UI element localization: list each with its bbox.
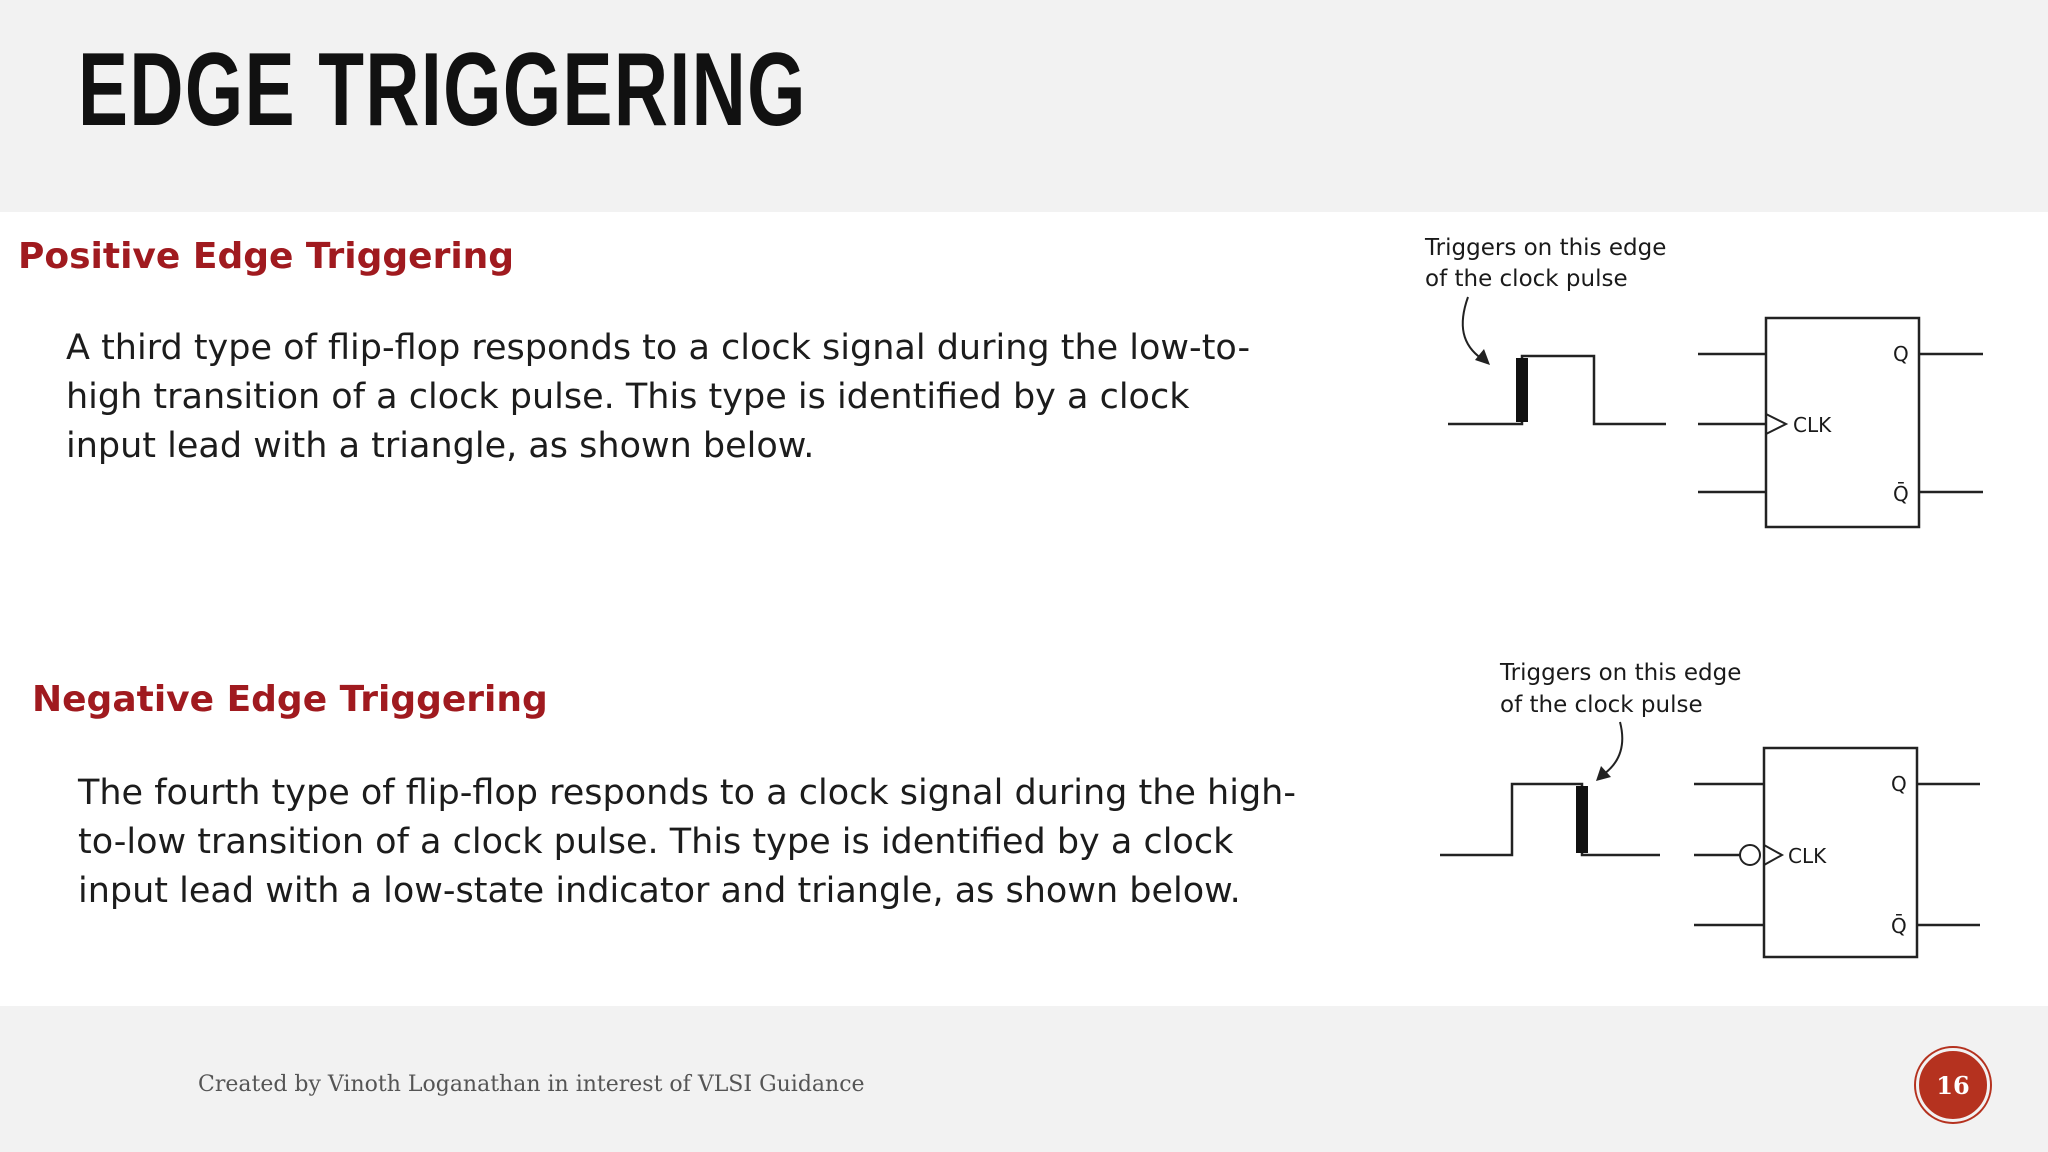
positive-annotation-line-2: of the clock pulse	[1425, 266, 1628, 292]
positive-body-line: input lead with a triangle, as shown below.	[66, 426, 815, 466]
arrow-head-icon	[1596, 766, 1611, 781]
negative-body-line: The fourth type of flip-flop responds to a clock signal during the high-	[78, 773, 1296, 813]
qbar-label: Q̄	[1891, 914, 1907, 938]
positive-annotation-line-1: Triggers on this edge	[1425, 235, 1667, 261]
annotation-arrow	[1463, 297, 1482, 359]
q-label: Q	[1893, 342, 1909, 366]
q-label: Q	[1891, 772, 1907, 796]
slide-title: EDGE TRIGGERING	[78, 32, 807, 148]
positive-edge-description	[66, 324, 1250, 471]
inversion-bubble-icon	[1740, 845, 1760, 865]
clk-label: CLK	[1793, 413, 1832, 437]
page-number-badge: 16	[1916, 1048, 1990, 1122]
clock-pulse-waveform	[1448, 356, 1666, 424]
negative-edge-heading: Negative Edge Triggering	[32, 679, 548, 720]
negative-annotation-line-1: Triggers on this edge	[1500, 660, 1742, 686]
positive-edge-heading: Positive Edge Triggering	[18, 236, 515, 277]
negative-annotation-line-2: of the clock pulse	[1500, 692, 1703, 718]
clock-pulse-waveform	[1440, 784, 1660, 855]
positive-edge-diagram	[1420, 225, 2020, 535]
negative-body-line: input lead with a low-state indicator and triangle, as shown below.	[78, 871, 1241, 911]
footer-credit: Created by Vinoth Loganathan in interest of VLSI Guidance	[198, 1072, 865, 1097]
negative-edge-diagram	[1430, 650, 2030, 980]
qbar-label: Q̄	[1893, 482, 1909, 506]
negative-body-line: to-low transition of a clock pulse. This type is identified by a clock	[78, 822, 1234, 862]
arrow-head-icon	[1475, 349, 1490, 365]
negative-edge-description	[78, 769, 1296, 916]
positive-body-line: high transition of a clock pulse. This type is identified by a clock	[66, 377, 1190, 417]
annotation-arrow	[1604, 722, 1622, 774]
positive-body-line: A third type of flip-flop responds to a clock signal during the low-to-	[66, 328, 1251, 368]
clk-label: CLK	[1788, 844, 1827, 868]
